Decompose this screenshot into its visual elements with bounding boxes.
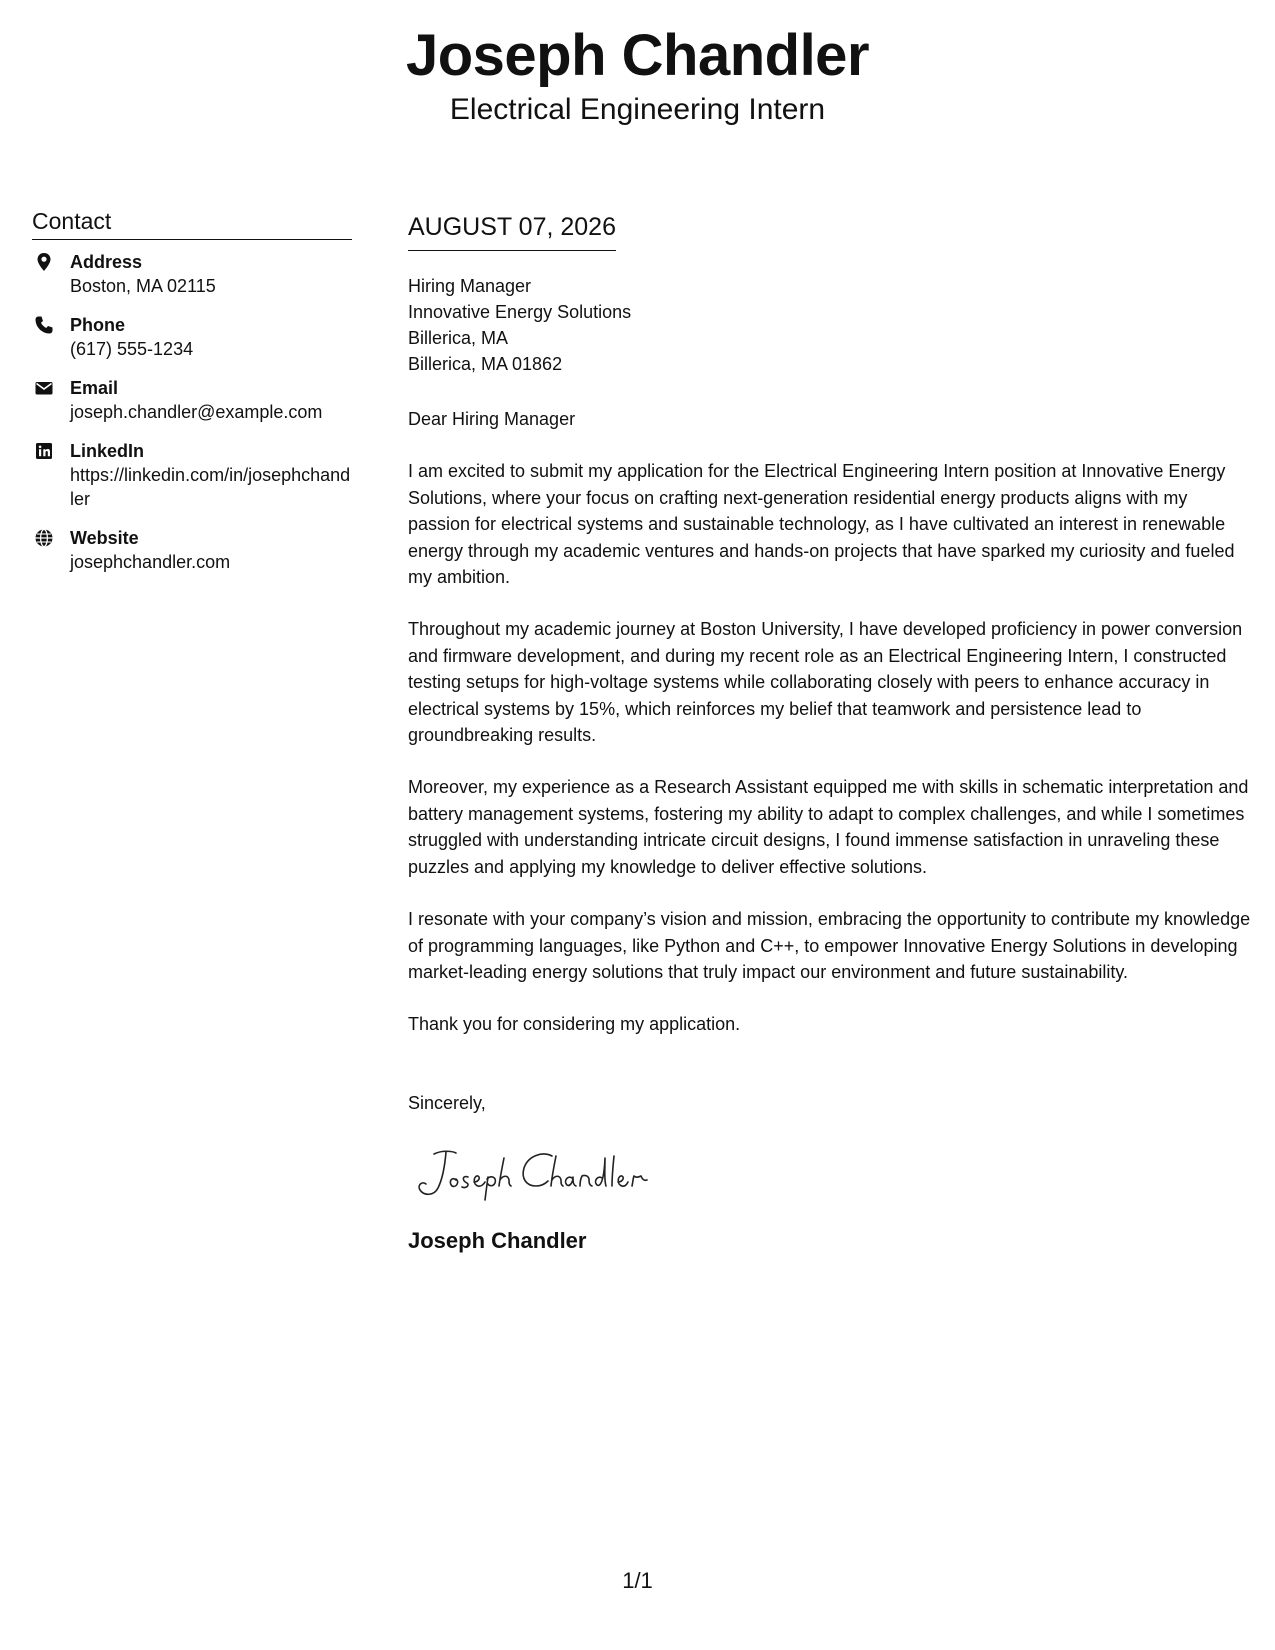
applicant-title: Electrical Engineering Intern <box>449 93 826 126</box>
contact-phone <box>32 313 352 361</box>
recipient-line: Billerica, MA <box>408 328 509 348</box>
phone-label: Phone <box>70 315 126 335</box>
globe-icon <box>34 528 54 548</box>
phone-value: (617) 555-1234 <box>70 339 194 359</box>
linkedin-label: LinkedIn <box>70 441 145 461</box>
website-value[interactable]: josephchandler.com <box>70 552 231 572</box>
email-value: joseph.chandler@example.com <box>70 402 323 422</box>
body-paragraph: Moreover, my experience as a Research Assistant equipped me with skills in schematic interpretation and battery management systems, fostering my ability to adapt to complex challenges, and while I sometimes struggled with understanding intricate circuit designs, I found immense satisfaction in unraveling these puzzles and applying my knowledge to deliver effective solutions. <box>408 777 1249 877</box>
phone-icon <box>34 315 54 335</box>
website-label: Website <box>70 528 139 548</box>
address-value: Boston, MA 02115 <box>70 276 216 296</box>
body-paragraph: Throughout my academic journey at Boston University, I have developed proficiency in power conversion and firmware development, and during my recent role as an Electrical Engineering Intern, I constructed testing setups for high-voltage systems while collaborating closely with peers to enhance accuracy in electrical systems by 15%, which reinforces my belief that teamwork and persistence lead to groundbreaking results. <box>408 619 1243 746</box>
handwritten-signature <box>412 1144 662 1204</box>
contact-sidebar <box>32 208 352 589</box>
recipient-line: Innovative Energy Solutions <box>408 302 632 322</box>
map-pin-icon <box>34 252 54 272</box>
page-number: 1/1 <box>622 1568 653 1593</box>
contact-heading: Contact <box>32 208 352 240</box>
closing: Sincerely, <box>408 1092 486 1113</box>
contact-email <box>32 376 352 424</box>
linkedin-icon <box>34 441 54 461</box>
contact-website <box>32 526 352 574</box>
applicant-name: Joseph Chandler <box>405 23 870 88</box>
recipient-line: Hiring Manager <box>408 276 532 296</box>
contact-linkedin <box>32 439 352 511</box>
contact-address <box>32 250 352 298</box>
envelope-icon <box>34 378 54 398</box>
email-label: Email <box>70 378 119 398</box>
linkedin-value[interactable]: https://linkedin.com/in/josephchandler <box>70 465 351 509</box>
recipient-block <box>408 273 1254 377</box>
body-paragraph: I resonate with your company’s vision and mission, embracing the opportunity to contribute my knowledge of programming languages, like Python and C++, to empower Innovative Energy Solutions in developing market-leading energy solutions that truly impact our environment and future sustainability. <box>408 909 1251 982</box>
recipient-line: Billerica, MA 01862 <box>408 354 563 374</box>
signer-name: Joseph Chandler <box>408 1227 587 1253</box>
body-paragraph: I am excited to submit my application for the Electrical Engineering Intern position at Innovative Energy Solutions, where your focus on crafting next-generation residential energy products aligns with my passion for electrical systems and sustainable technology, as I have cultivated an interest in renewable energy through my academic ventures and hands-on projects that have sparked my curiosity and fueled my ambition. <box>408 461 1235 588</box>
address-label: Address <box>70 252 143 272</box>
letter-date: AUGUST 07, 2026 <box>408 210 616 251</box>
letter-body <box>408 210 1254 1254</box>
body-paragraph: Thank you for considering my application. <box>408 1014 741 1035</box>
letter-header <box>0 22 1275 130</box>
salutation: Dear Hiring Manager <box>408 409 576 429</box>
